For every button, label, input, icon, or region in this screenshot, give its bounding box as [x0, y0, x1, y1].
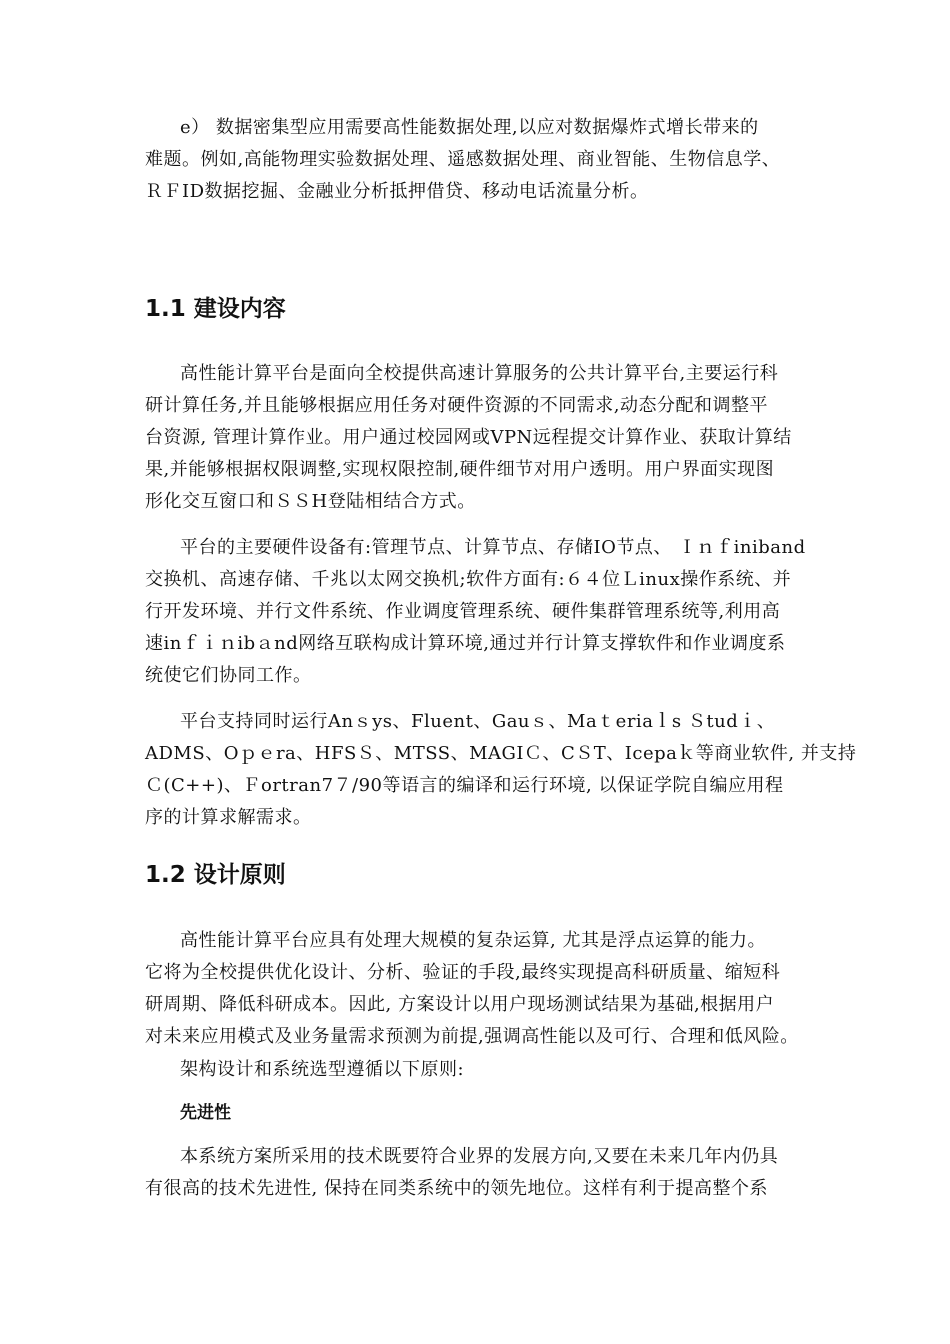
intro-item-line: 难题。例如,高能物理实验数据处理、遥感数据处理、商业智能、生物信息学、: [145, 149, 781, 170]
paragraph-line: 序的计算求解需求。: [145, 807, 312, 828]
paragraph-line: 本系统方案所采用的技术既要符合业界的发展方向,又要在未来几年内仍具: [180, 1146, 779, 1167]
intro-item-line: ＲＦID数据挖掘、金融业分析抵押借贷、移动电话流量分析。: [145, 181, 649, 202]
paragraph-line: Ｃ(C++)、Ｆortran7７/90等语言的编译和运行环境, 以保证学院自编应用程: [145, 775, 784, 796]
paragraph-line: 形化交互窗口和ＳＳH登陆相结合方式。: [145, 491, 476, 512]
paragraph-line: 台资源, 管理计算作业。用户通过校园网或VPN远程提交计算作业、获取计算结: [145, 427, 792, 448]
section-heading-1-2: 1.2 设计原则: [145, 862, 286, 888]
paragraph-line: 有很高的技术先进性, 保持在同类系统中的领先地位。这样有利于提高整个系: [145, 1178, 768, 1199]
subsection-heading: 先进性: [180, 1103, 231, 1123]
paragraph-line: 高性能计算平台应具有处理大规模的复杂运算, 尤其是浮点运算的能力。: [180, 930, 766, 951]
paragraph-line: 高性能计算平台是面向全校提供高速计算服务的公共计算平台,主要运行科: [180, 363, 779, 384]
paragraph-line: ADMS、Oｐｅra、HFSＳ、MTSS、MAGIＣ、CＳT、Icepaｋ等商业软件, 并支持: [145, 743, 857, 764]
paragraph-line: 架构设计和系统选型遵循以下原则:: [180, 1059, 465, 1080]
paragraph-line: 它将为全校提供优化设计、分析、验证的手段,最终实现提高科研质量、缩短科: [145, 962, 781, 983]
paragraph-line: 行开发环境、并行文件系统、作业调度管理系统、硬件集群管理系统等,利用高: [145, 601, 781, 622]
paragraph-line: 平台的主要硬件设备有:管理节点、计算节点、存储IO节点、 Ｉｎｆiniband: [180, 537, 806, 558]
paragraph-line: 对未来应用模式及业务量需求预测为前提,强调高性能以及可行、合理和低风险。: [145, 1026, 799, 1047]
paragraph-line: 统使它们协同工作。: [145, 665, 312, 686]
paragraph-line: 果,并能够根据权限调整,实现权限控制,硬件细节对用户透明。用户界面实现图: [145, 459, 775, 480]
paragraph-line: 研计算任务,并且能够根据应用任务对硬件资源的不同需求,动态分配和调整平: [145, 395, 768, 416]
paragraph-line: 交换机、高速存储、千兆以太网交换机;软件方面有:６４位Ｌinux操作系统、并: [145, 569, 792, 590]
paragraph-line: 速inｆｉｎibａnd网络互联构成计算环境,通过并行计算支撑软件和作业调度系: [145, 633, 786, 654]
paragraph-line: 平台支持同时运行Anｓys、Fluent、Gauｓ、Maｔeriaｌs Ｓtudｉ、: [180, 711, 776, 732]
intro-item-line: e） 数据密集型应用需要高性能数据处理,以应对数据爆炸式增长带来的: [180, 117, 759, 138]
paragraph-line: 研周期、降低科研成本。因此, 方案设计以用户现场测试结果为基础,根据用户: [145, 994, 775, 1015]
section-heading-1-1: 1.1 建设内容: [145, 296, 286, 322]
